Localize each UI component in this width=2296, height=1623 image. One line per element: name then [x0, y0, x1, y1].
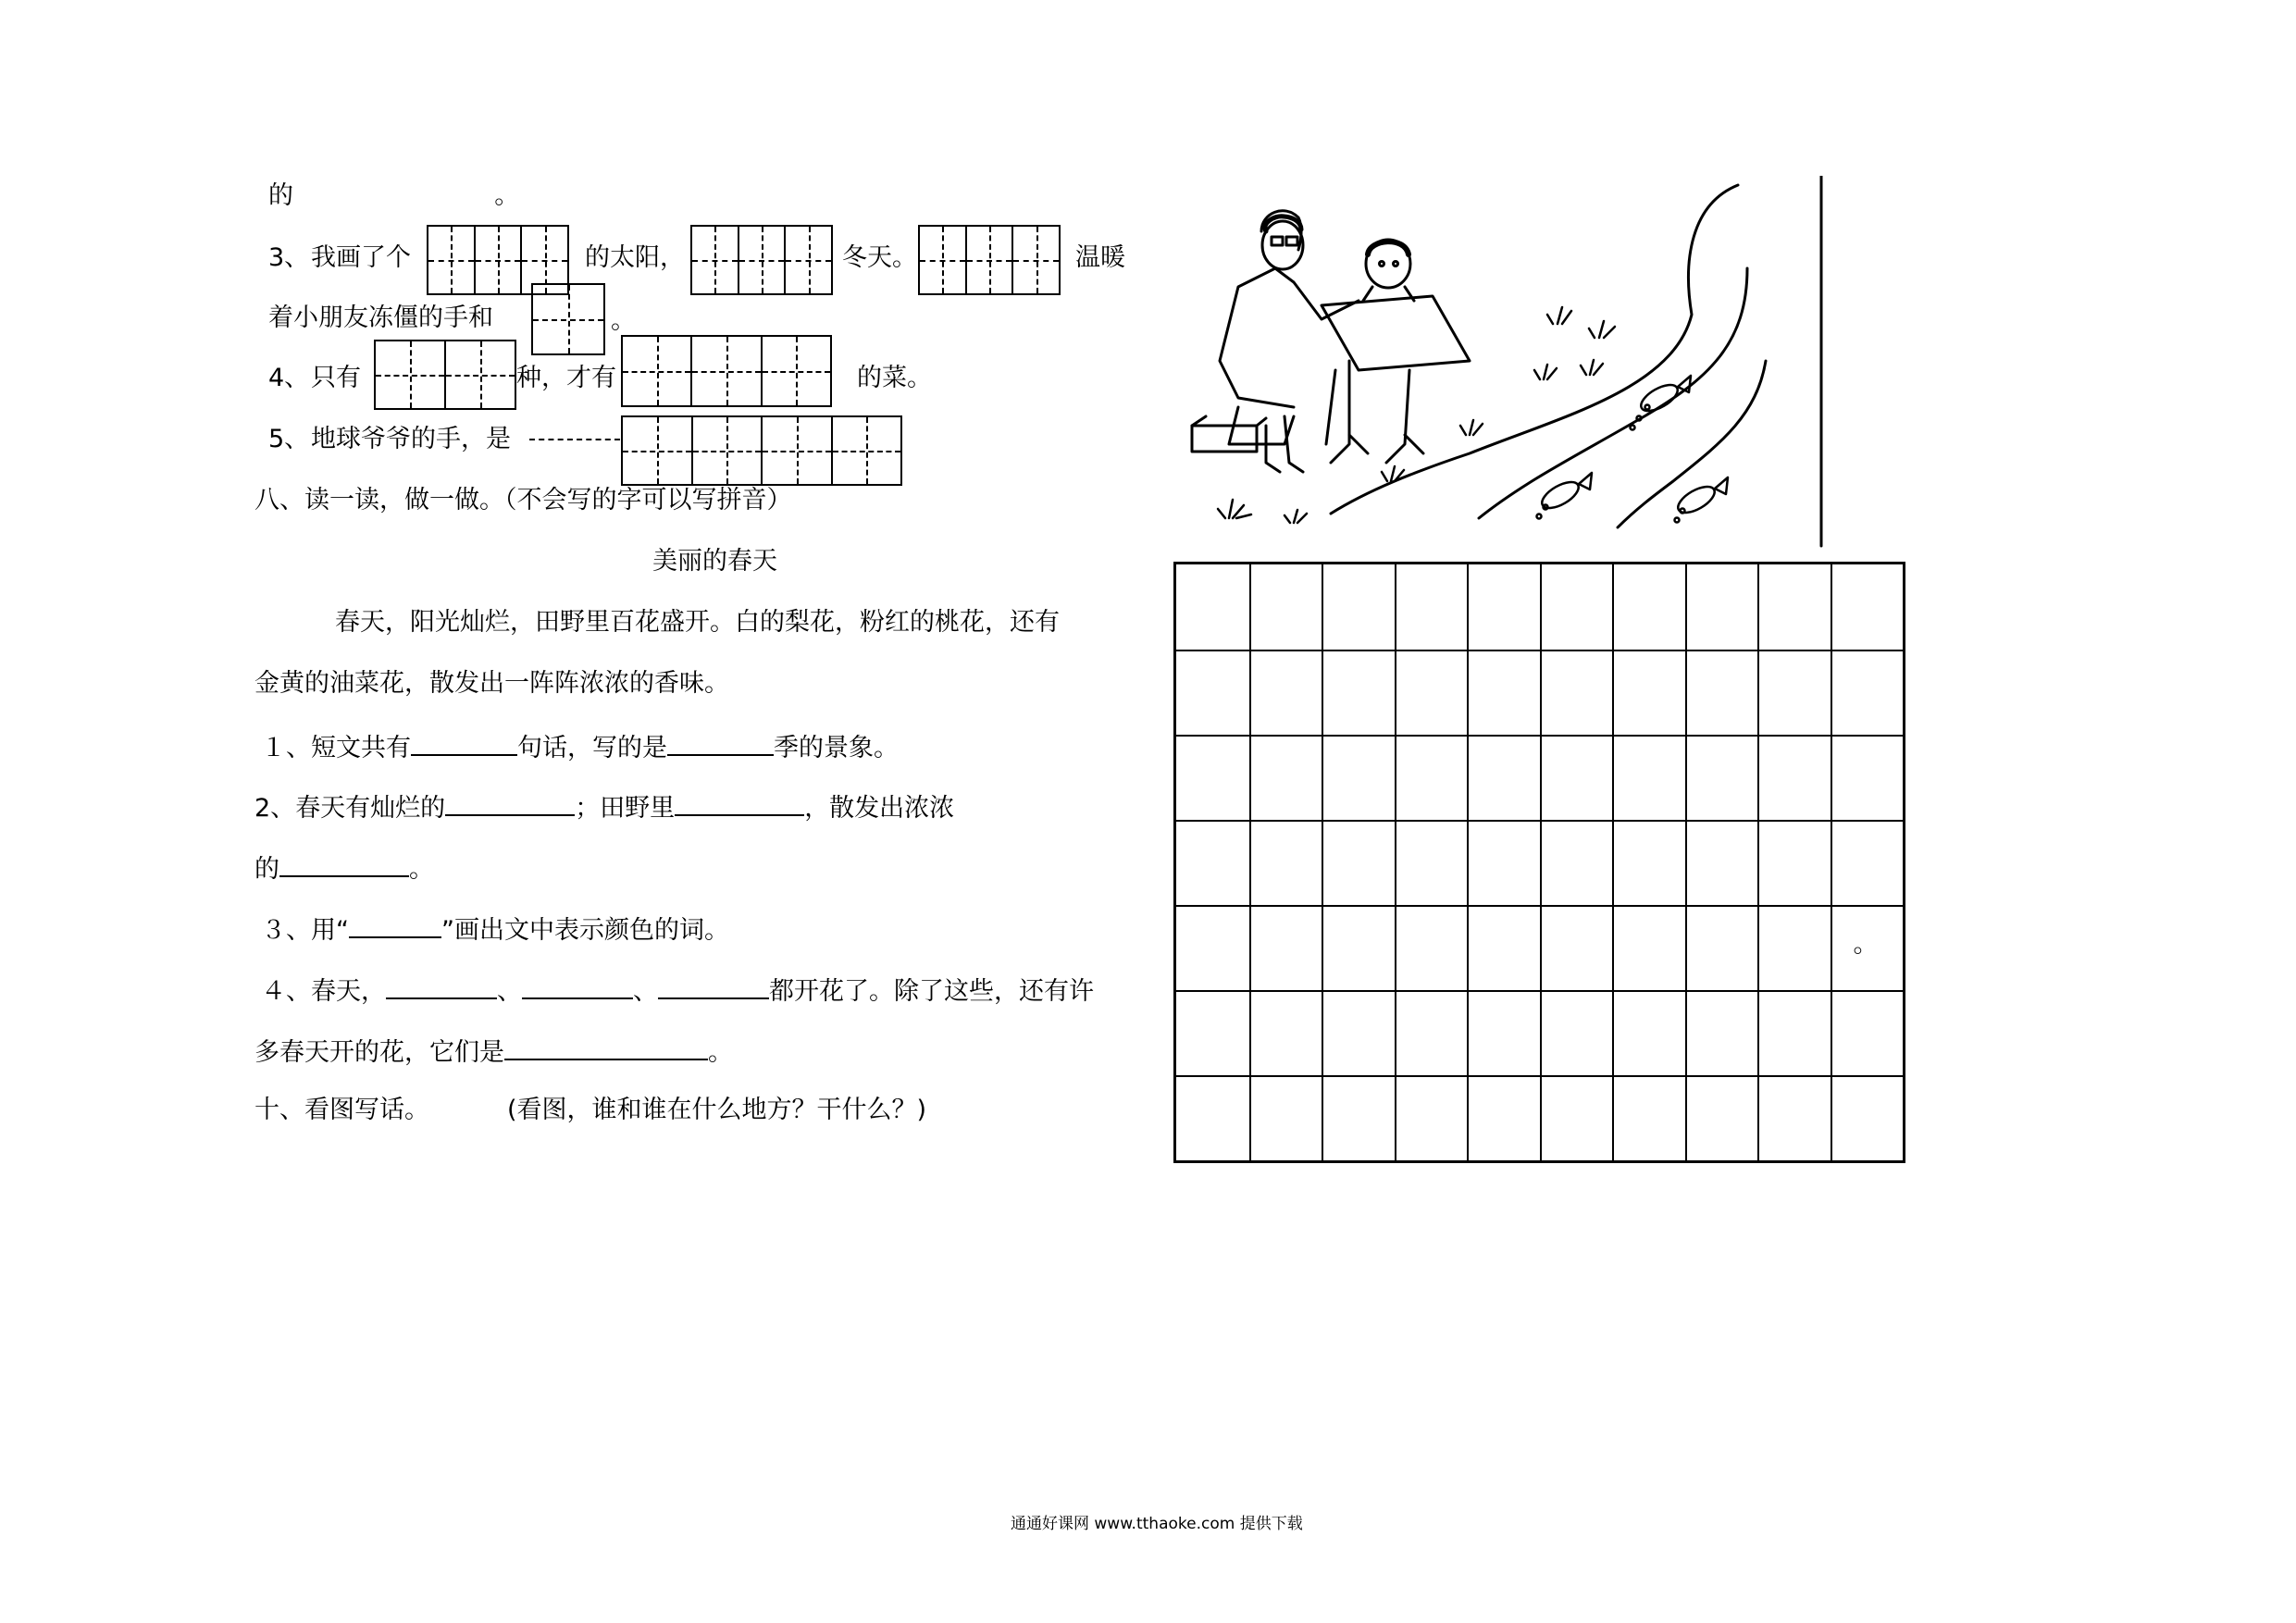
grid-col-line — [1322, 564, 1323, 1160]
s8-q4-blank-4[interactable] — [504, 1035, 708, 1060]
s8-q4-sep-2: 、 — [633, 977, 658, 1006]
s8-q2-blank-3[interactable] — [279, 851, 409, 877]
s8-q2-blank-1[interactable] — [445, 790, 575, 816]
s8-question-4 — [261, 973, 1094, 1008]
writing-grid[interactable] — [1173, 562, 1905, 1163]
q3-line2-text: 着小朋友冻僵的手和 — [268, 304, 493, 332]
s8-q3-blank[interactable] — [349, 912, 441, 938]
s8-q4-text-b: 都开花了。除了这些，还有许 — [769, 977, 1094, 1006]
item-line-de-end: 。 — [494, 181, 520, 210]
q3-answer-box-3[interactable] — [918, 225, 1061, 295]
s8-q4-sep-1: 、 — [497, 977, 522, 1006]
passage-line-2: 金黄的油菜花，散发出一阵阵浓浓的香味。 — [254, 669, 729, 698]
s8-question-2 — [254, 790, 954, 824]
s8-q1-text-c: 季的景象。 — [774, 734, 899, 762]
grid-col-line — [1831, 564, 1832, 1160]
s8-q3-number: ３、 — [261, 916, 311, 945]
teacher-figure — [1192, 211, 1359, 472]
s8-q1-blank-2[interactable] — [667, 730, 774, 756]
q3-text-d: 温暖 — [1075, 243, 1125, 272]
river-bank-middle — [1479, 268, 1747, 518]
s8-q4-line2-text: 多春天开的花，它们是 — [254, 1038, 504, 1067]
s8-q2-text-c: ，散发出浓浓 — [804, 794, 955, 823]
section8-heading: 八、读一读，做一做。（不会写的字可以写拼音） — [254, 486, 792, 514]
section10-hint: (看图，谁和谁在什么地方？干什么？) — [507, 1096, 927, 1124]
grid-col-line — [1395, 564, 1396, 1160]
s8-q4-blank-3[interactable] — [658, 973, 769, 999]
easel — [1322, 296, 1470, 463]
s8-q1-number: １、 — [261, 734, 311, 762]
q4-number: 4、 — [268, 364, 310, 392]
grid-col-line — [1757, 564, 1759, 1160]
q3-line2-end: 。 — [611, 306, 636, 335]
s8-question-2-line-2 — [254, 851, 434, 886]
q5-text-a: 地球爷爷的手，是 — [311, 425, 511, 453]
s8-q2-text-a: 春天有灿烂的 — [295, 794, 446, 823]
s8-q3-text-a: 用“ — [311, 916, 349, 945]
footer-source: 通通好课网 www.tthaoke.com 提供下载 — [1011, 1515, 1303, 1533]
q5-number: 5、 — [268, 425, 310, 453]
s8-q4-text-a: 春天， — [311, 977, 386, 1006]
s8-question-1 — [261, 730, 899, 764]
fish-2 — [1537, 473, 1593, 519]
s8-q2-text-b: ；田野里 — [575, 794, 676, 823]
q4-text-a: 只有 — [311, 364, 361, 392]
grass-tufts — [1218, 307, 1615, 523]
grid-col-line — [1612, 564, 1614, 1160]
grid-col-line — [1685, 564, 1687, 1160]
grid-col-line — [1467, 564, 1469, 1160]
item-line-de — [268, 180, 519, 212]
s8-q4-blank-1[interactable] — [386, 973, 497, 999]
s8-q2-blank-2[interactable] — [675, 790, 804, 816]
q3-answer-box-4[interactable] — [531, 283, 605, 355]
q4-text-c: 的菜。 — [857, 364, 932, 392]
q3-text-c: 冬天。 — [842, 243, 917, 272]
fish-1 — [1631, 376, 1692, 430]
q5-dashed-leader — [529, 439, 620, 440]
s8-question-4-line-2 — [254, 1035, 733, 1069]
s8-q3-text-b: ”画出文中表示颜色的词。 — [441, 916, 729, 945]
passage-title: 美丽的春天 — [652, 547, 777, 576]
grid-punctuation-mark: 。 — [1853, 930, 1879, 959]
s8-q4-number: ４、 — [261, 977, 311, 1006]
item-line-de-prefix: 的 — [268, 181, 293, 210]
fish-3 — [1674, 477, 1728, 523]
q3-answer-box-2[interactable] — [690, 225, 833, 295]
grid-col-line — [1540, 564, 1542, 1160]
q4-text-b: 种，才有 — [516, 364, 616, 392]
river-bank-upper — [1331, 185, 1738, 514]
q3-text-a: 我画了个 — [311, 243, 411, 272]
section10-heading: 十、看图写话。 — [254, 1096, 429, 1124]
s8-q2-line2-end: 。 — [409, 855, 434, 884]
q3-number: 3、 — [268, 243, 310, 272]
q3-text-b: 的太阳， — [585, 243, 685, 272]
illustration-drawing-by-river — [1173, 176, 1842, 551]
passage-line-1: 春天，阳光灿烂，田野里百花盛开。白的梨花，粉红的桃花，还有 — [335, 608, 1060, 637]
q5-answer-box[interactable] — [621, 415, 902, 486]
grid-col-line — [1249, 564, 1251, 1160]
child-figure — [1363, 240, 1414, 301]
s8-q1-blank-1[interactable] — [411, 730, 517, 756]
s8-q1-text-b: 句话，写的是 — [517, 734, 667, 762]
s8-q1-text-a: 短文共有 — [311, 734, 411, 762]
s8-q2-line2-text: 的 — [254, 855, 279, 884]
s8-q4-line2-end: 。 — [708, 1038, 733, 1067]
q4-answer-box-2[interactable] — [621, 335, 832, 407]
s8-question-3 — [261, 912, 729, 947]
s8-q2-number: 2、 — [254, 794, 296, 823]
q4-answer-box-1[interactable] — [374, 340, 516, 410]
s8-q4-blank-2[interactable] — [522, 973, 633, 999]
